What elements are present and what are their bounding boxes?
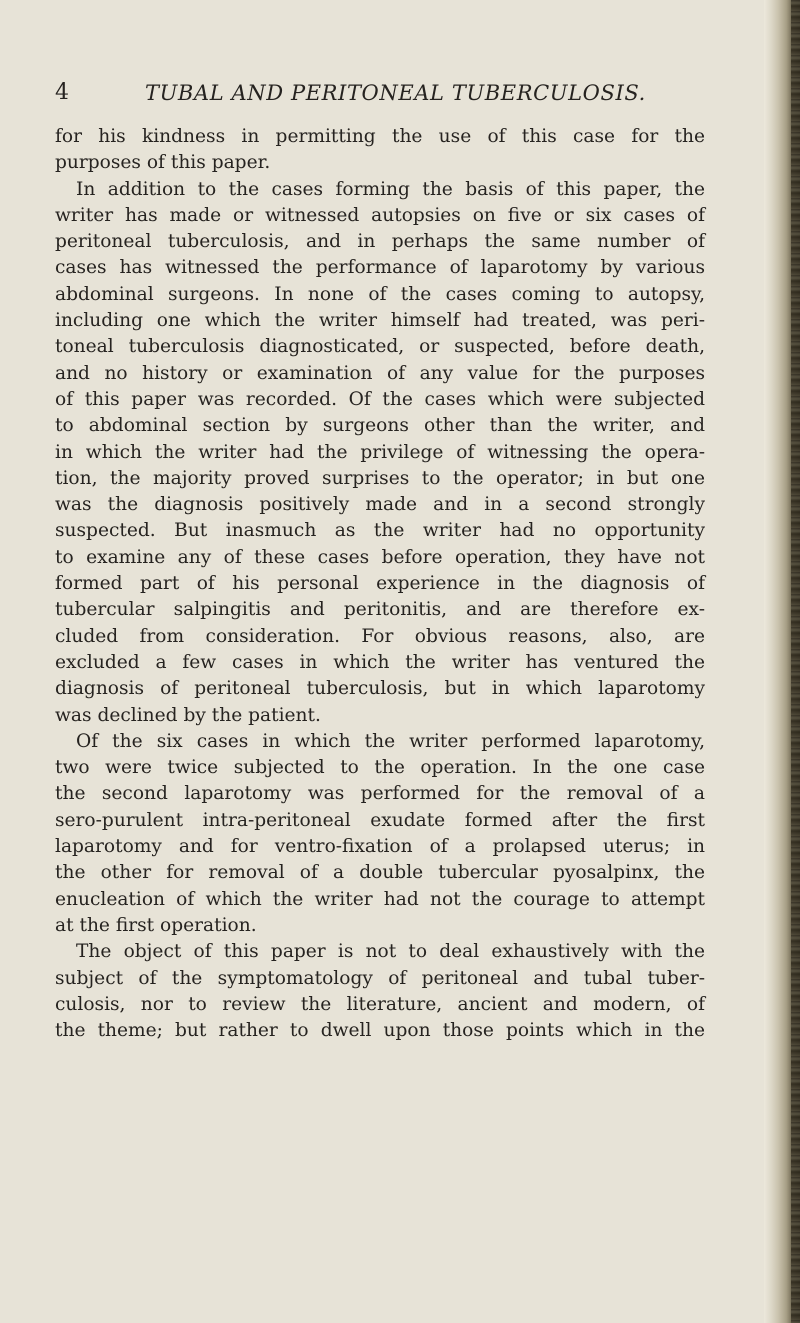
text-line: suspected. But inasmuch as the writer had no opportunity — [55, 520, 705, 542]
text-line: abdominal surgeons. In none of the cases coming to autopsy, — [55, 283, 705, 305]
text-line: enucleation of which the writer had not the courage to attempt — [55, 888, 705, 910]
text-line: formed part of his personal experience in the diagnosis of — [55, 573, 705, 595]
text-line: excluded a few cases in which the writer has ventured the — [55, 651, 705, 673]
text-line: tion, the majority proved surprises to the operator; in but one — [55, 467, 705, 489]
running-title: TUBAL AND PERITONEAL TUBERCULOSIS. — [145, 81, 646, 105]
text-line: was declined by the patient. — [55, 704, 321, 726]
text-line: writer has made or witnessed autopsies on five or six cases of — [55, 204, 705, 226]
text-line: tubercular salpingitis and peritonitis, and are therefore ex- — [55, 599, 705, 621]
text-line: The object of this paper is not to deal exhaustively with the — [76, 941, 705, 963]
text-line: including one which the writer himself had treated, was peri- — [55, 310, 705, 332]
text-line: culosis, nor to review the literature, ancient and modern, of — [55, 993, 705, 1015]
text-line: peritoneal tuberculosis, and in perhaps the same number of — [55, 231, 705, 253]
text-line: for his kindness in permitting the use of this case for the — [55, 126, 705, 147]
running-head — [55, 79, 720, 107]
page-number: 4 — [55, 80, 69, 105]
text-line: in which the writer had the privilege of witnessing the opera- — [55, 441, 705, 463]
text-line: sero-purulent intra-peritoneal exudate formed after the first — [55, 809, 705, 831]
text-line: the second laparotomy was performed for the removal of a — [55, 783, 705, 805]
text-line: to abdominal section by surgeons other than the writer, and — [55, 415, 705, 437]
text-line: cases has witnessed the performance of laparotomy by various — [55, 257, 705, 279]
text-line: at the first operation. — [55, 914, 257, 936]
text-line: two were twice subjected to the operation. In the one case — [55, 757, 705, 779]
text-line: diagnosis of peritoneal tuberculosis, but in which laparotomy — [55, 678, 705, 700]
text-line: laparotomy and for ventro-fixation of a prolapsed uterus; in — [55, 836, 705, 858]
text-line: to examine any of these cases before operation, they have not — [55, 546, 705, 568]
text-line: In addition to the cases forming the basis of this paper, the — [76, 178, 705, 200]
text-line: purposes of this paper. — [55, 152, 271, 174]
text-line: Of the six cases in which the writer performed laparotomy, — [76, 730, 705, 752]
text-line: subject of the symptomatology of peritoneal and tubal tuber- — [55, 967, 705, 989]
book-binding-edge — [764, 0, 800, 1323]
text-line: the theme; but rather to dwell upon those points which in the — [55, 1020, 705, 1042]
text-line: the other for removal of a double tubercular pyosalpinx, the — [55, 862, 705, 884]
text-line: cluded from consideration. For obvious reasons, also, are — [55, 625, 705, 647]
text-line: toneal tuberculosis diagnosticated, or suspected, before death, — [55, 336, 705, 358]
text-line: was the diagnosis positively made and in a second strongly — [55, 494, 705, 516]
text-line: of this paper was recorded. Of the cases which were subjected — [55, 388, 705, 410]
body-text — [55, 124, 705, 1044]
text-line: and no history or examination of any value for the purposes — [55, 362, 705, 384]
